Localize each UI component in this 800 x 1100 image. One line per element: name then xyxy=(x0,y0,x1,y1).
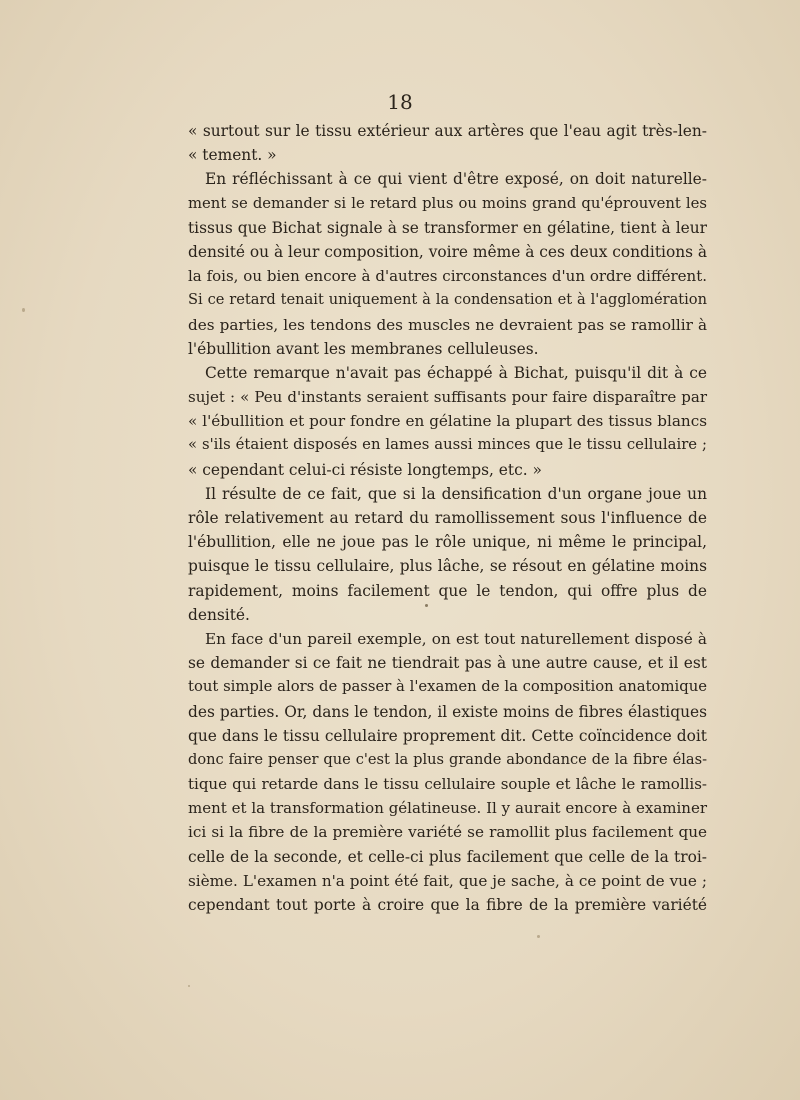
text-line: que dans le tissu cellulaire proprement dit. Cette coïncidence doit xyxy=(188,726,707,745)
text-line: rôle relativement au retard du ramollissement sous l'influence de xyxy=(188,509,707,527)
text-line: puisque le tissu cellulaire, plus lâche, se résout en gélatine moins xyxy=(188,557,707,576)
text-line: des parties. Or, dans le tendon, il existe moins de fibres élastiques xyxy=(188,702,707,721)
paper-speck xyxy=(537,935,540,938)
text-line: ici si la fibre de la première variété se ramollit plus facilement que xyxy=(188,823,707,842)
text-line: la fois, ou bien encore à d'autres circonstances d'un ordre différent. xyxy=(188,267,707,286)
page-number: 18 xyxy=(387,90,413,114)
paper-speck xyxy=(188,985,190,987)
text-line: cependant tout porte à croire que la fibre de la première variété xyxy=(188,896,707,914)
text-line: « cependant celui-ci résiste longtemps, etc. » xyxy=(188,460,542,479)
text-line: « s'ils étaient disposés en lames aussi minces que le tissu cellulaire ; xyxy=(188,436,707,454)
text-line: tissus que Bichat signale à se transformer en gélatine, tient à leur xyxy=(188,218,707,237)
text-line: Il résulte de ce fait, que si la densification d'un organe joue un xyxy=(205,484,707,503)
text-line: se demander si ce fait ne tiendrait pas à une autre cause, et il est xyxy=(188,654,707,673)
text-line: densité. xyxy=(188,605,250,624)
text-line: densité ou à leur composition, voire même à ces deux conditions à xyxy=(188,242,708,261)
text-line: l'ébullition, elle ne joue pas le rôle unique, ni même le principal, xyxy=(188,533,707,552)
text-line: tique qui retarde dans le tissu cellulaire souple et lâche le ramollis- xyxy=(188,775,707,794)
text-line: celle de la seconde, et celle-ci plus facilement que celle de la troi- xyxy=(188,847,707,866)
text-line: des parties, les tendons des muscles ne devraient pas se ramollir à xyxy=(188,315,707,334)
text-line: « l'ébullition et pour fondre en gélatine la plupart des tissus blancs xyxy=(188,412,707,431)
text-line: ment et la transformation gélatineuse. Il y aurait encore à examiner xyxy=(188,799,707,818)
text-line: En face d'un pareil exemple, on est tout naturellement disposé à xyxy=(205,629,707,648)
text-line: « surtout sur le tissu extérieur aux artères que l'eau agit très-len- xyxy=(188,122,707,140)
body-text xyxy=(188,119,707,917)
text-line: donc faire penser que c'est la plus grande abondance de la fibre élas- xyxy=(188,750,707,768)
text-line: Si ce retard tenait uniquement à la condensation et à l'agglomération xyxy=(188,291,707,309)
text-line: sujet : « Peu d'instants seraient suffisants pour faire disparaître par xyxy=(188,388,707,407)
text-line: ment se demander si le retard plus ou moins grand qu'éprouvent les xyxy=(188,194,707,212)
text-line: rapidement, moins facilement que le tendon, qui offre plus de xyxy=(188,581,707,600)
text-line: l'ébullition avant les membranes celluleuses. xyxy=(188,339,539,358)
text-line: tout simple alors de passer à l'examen de la composition anatomique xyxy=(188,678,707,696)
text-line: sième. L'examen n'a point été fait, que je sache, à ce point de vue ; xyxy=(188,871,707,890)
paper-speck xyxy=(425,604,428,607)
text-line: « tement. » xyxy=(188,146,277,165)
text-line: En réfléchissant à ce qui vient d'être exposé, on doit naturelle- xyxy=(205,170,707,189)
paper-speck xyxy=(22,308,25,312)
text-line: Cette remarque n'avait pas échappé à Bichat, puisqu'il dit à ce xyxy=(205,363,707,382)
